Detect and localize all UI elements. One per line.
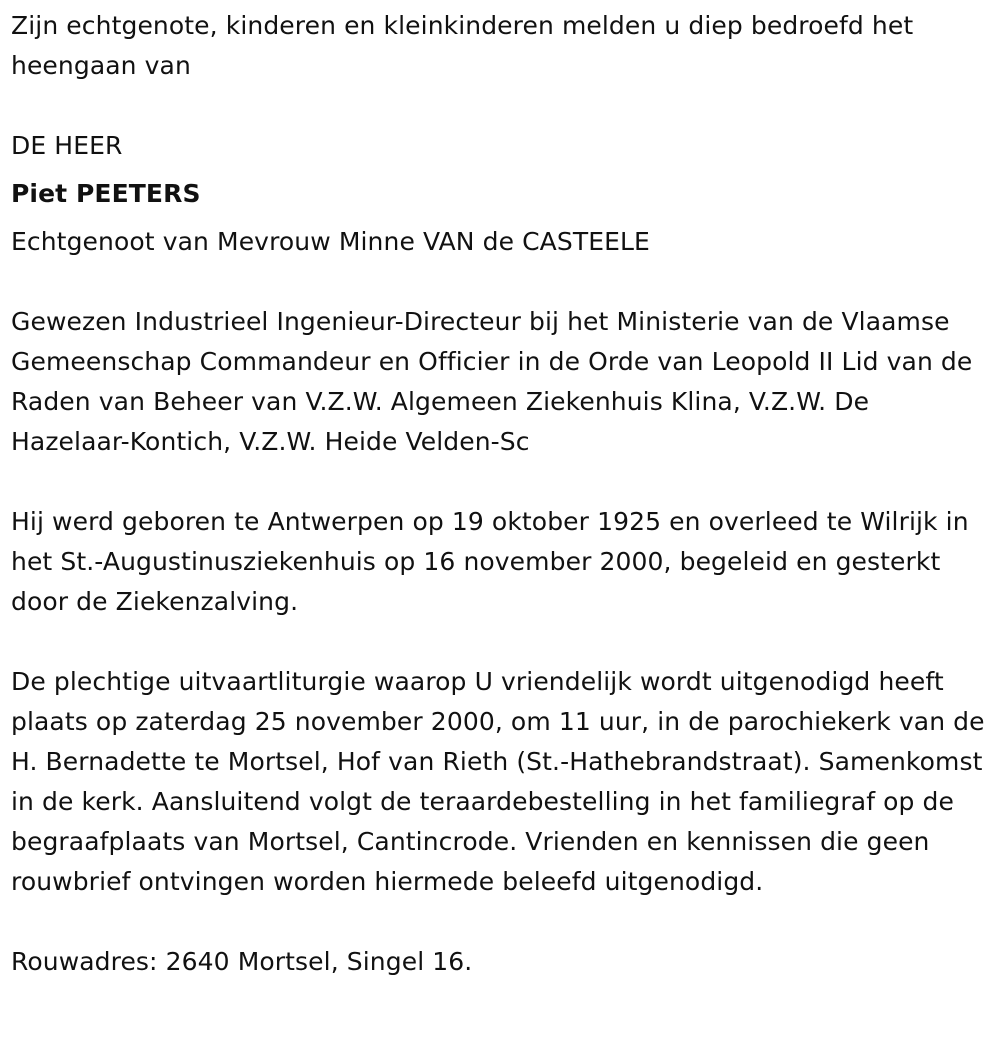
- intro-paragraph: Zijn echtgenote, kinderen en kleinkinderen melden u diep bedroefd het heengaan van: [11, 11, 914, 80]
- spouse-line: Echtgenoot van Mevrouw Minne VAN de CASTEELE: [11, 227, 650, 256]
- birth-death-paragraph: Hij werd geboren te Antwerpen op 19 oktober 1925 en overleed te Wilrijk in het St.-Augustinusziekenhuis op 16 november 2000, begeleid en gesterkt door de Ziekenzalving.: [11, 507, 969, 616]
- spacer: [11, 262, 990, 302]
- title-prefix: DE HEER: [11, 131, 123, 160]
- deceased-name: Piet PEETERS: [11, 179, 201, 208]
- career-paragraph: Gewezen Industrieel Ingenieur-Directeur bij het Ministerie van de Vlaamse Gemeenschap Commandeur en Officier in de Orde van Leopold II Lid van de Raden van Beheer van V.Z.W. Algemeen Ziekenhuis Klina, V.Z.W. De Hazelaar-Kontich, V.Z.W. Heide Velden-Sc: [11, 307, 973, 456]
- spacer: [11, 462, 990, 502]
- spacer: [11, 86, 990, 126]
- spacer: [11, 622, 990, 662]
- mourning-address: Rouwadres: 2640 Mortsel, Singel 16.: [11, 947, 473, 976]
- spacer: [11, 902, 990, 942]
- funeral-paragraph: De plechtige uitvaartliturgie waarop U vriendelijk wordt uitgenodigd heeft plaats op zaterdag 25 november 2000, om 11 uur, in de parochiekerk van de H. Bernadette te Mortsel, Hof van Rieth (St.-Hathebrandstraat). Samenkomst in de kerk. Aansluitend volgt de teraardebestelling in het familiegraf op de begraafplaats van Mortsel, Cantincrode. Vrienden en kennissen die geen rouwbrief ontvingen worden hiermede beleefd uitgenodigd.: [11, 667, 985, 896]
